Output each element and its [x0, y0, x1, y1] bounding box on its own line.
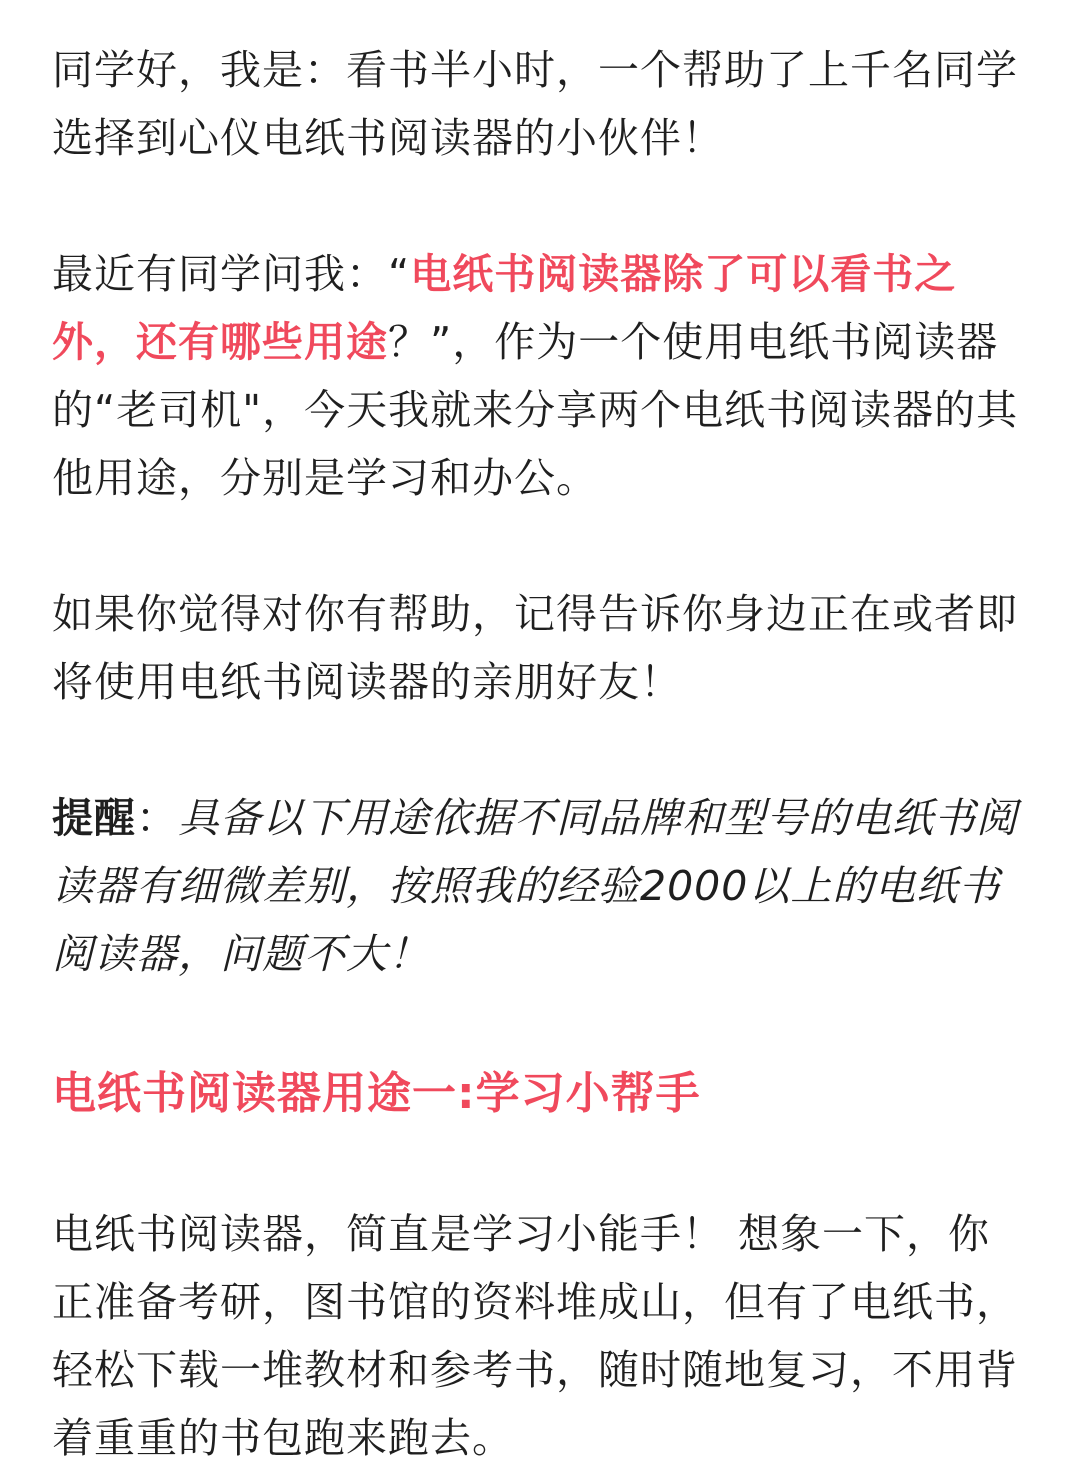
question-paragraph: [52, 240, 1032, 512]
share-text: 如果你觉得对你有帮助，记得告诉你身边正在或者即将使用电纸书阅读器的亲朋好友！: [52, 590, 1018, 706]
intro-paragraph: [52, 36, 1032, 172]
intro-text: 同学好，我是：看书半小时，一个帮助了上千名同学选择到心仪电纸书阅读器的小伙伴！: [52, 46, 1018, 162]
article: [52, 36, 1032, 1472]
reminder-paragraph: [52, 784, 1032, 988]
section-body: [52, 1200, 1032, 1472]
reminder-colon: ：: [136, 794, 178, 842]
question-suffix: ？”，作为一个使用电纸书阅读器的“老司机"，今天我就来分享两个电纸书阅读器的其他用途，分别是学习和办公。: [52, 318, 1019, 502]
question-prefix: 最近有同学问我：“: [52, 250, 411, 298]
section-title: 电纸书阅读器用途一:学习小帮手: [52, 1068, 701, 1119]
reminder-label: 提醒: [52, 794, 136, 842]
question-highlight: 电纸书阅读器除了可以看书之外，还有哪些用途: [52, 250, 957, 366]
reminder-text: 具备以下用途依据不同品牌和型号的电纸书阅读器有细微差别，按照我的经验2000以上的电纸书阅读器，问题不大！: [52, 794, 1018, 978]
section-body-text: 电纸书阅读器，简直是学习小能手！ 想象一下，你正准备考研，图书馆的资料堆成山，但有了电纸书，轻松下载一堆教材和参考书，随时随地复习，不用背着重重的书包跑来跑去。: [52, 1210, 1018, 1462]
share-paragraph: [52, 580, 1032, 716]
